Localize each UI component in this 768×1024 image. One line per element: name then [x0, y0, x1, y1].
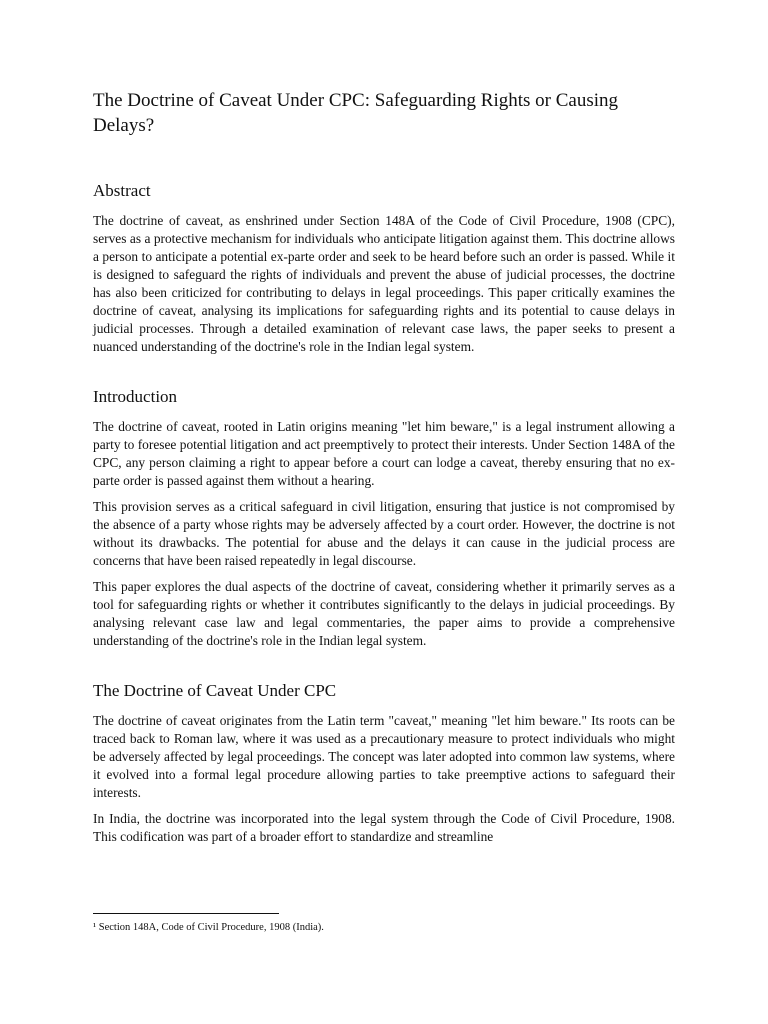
introduction-heading: Introduction: [93, 387, 178, 406]
doctrine-paragraph-2: In India, the doctrine was incorporated into the legal system through the Code of Civil Procedure, 1908. This codification was part of a broader effort to standardize and streamline: [93, 811, 675, 844]
introduction-section: [93, 386, 675, 650]
introduction-paragraph-1: The doctrine of caveat, rooted in Latin origins meaning "let him beware," is a legal instrument allowing a party to foresee potential litigation and act preemptively to protect their interests. Under Section 148A of the CPC, any person claiming a right to appear before a court can lodge a caveat, thereby ensuring that no ex-parte order is passed against them without a hearing.: [93, 419, 675, 488]
introduction-paragraph-3: This paper explores the dual aspects of the doctrine of caveat, considering whether it primarily serves as a tool for safeguarding rights or whether it contributes significantly to the delays in judicial proceedings. By analysing relevant case law and legal commentaries, the paper aims to provide a comprehensive understanding of the doctrine's role in the Indian legal system.: [93, 579, 675, 648]
doctrine-section: [93, 680, 675, 846]
abstract-paragraph: The doctrine of caveat, as enshrined under Section 148A of the Code of Civil Procedure, 1908 (CPC), serves as a protective mechanism for individuals who anticipate litigation against them. This doctrine allows a person to anticipate a potential ex-parte order and seek to be heard before such an order is passed. While it is designed to safeguard the rights of individuals and prevent the abuse of judicial processes, the doctrine has also been criticized for contributing to delays in legal proceedings. This paper critically examines the doctrine of caveat, analysing its implications for safeguarding rights and its potential to cause delays in judicial processes. Through a detailed examination of relevant case laws, the paper seeks to present a nuanced understanding of the doctrine's role in the Indian legal system.: [93, 213, 675, 354]
doctrine-heading: The Doctrine of Caveat Under CPC: [93, 681, 337, 700]
abstract-heading: Abstract: [93, 181, 151, 200]
introduction-paragraph-2: This provision serves as a critical safeguard in civil litigation, ensuring that justice is not compromised by the absence of a party whose rights may be adversely affected by a court order. However, the doctrine is not without its drawbacks. The potential for abuse and the delays it can cause in the judicial process are concerns that have been raised repeatedly in legal discourse.: [93, 499, 675, 568]
footnote: ¹ Section 148A, Code of Civil Procedure, 1908 (India).: [93, 922, 324, 933]
abstract-section: [93, 180, 675, 356]
doctrine-paragraph-1: The doctrine of caveat originates from the Latin term "caveat," meaning "let him beware." Its roots can be traced back to Roman law, where it was used as a precautionary measure to protect individuals who might be adversely affected by legal proceedings. The concept was later adopted into common law systems, where it evolved into a formal legal procedure allowing parties to take preemptive actions to safeguard their interests.: [93, 713, 675, 800]
footnote-divider: [93, 913, 279, 914]
document-page: [93, 88, 675, 854]
document-title: The Doctrine of Caveat Under CPC: Safeguarding Rights or Causing Delays?: [93, 90, 619, 136]
